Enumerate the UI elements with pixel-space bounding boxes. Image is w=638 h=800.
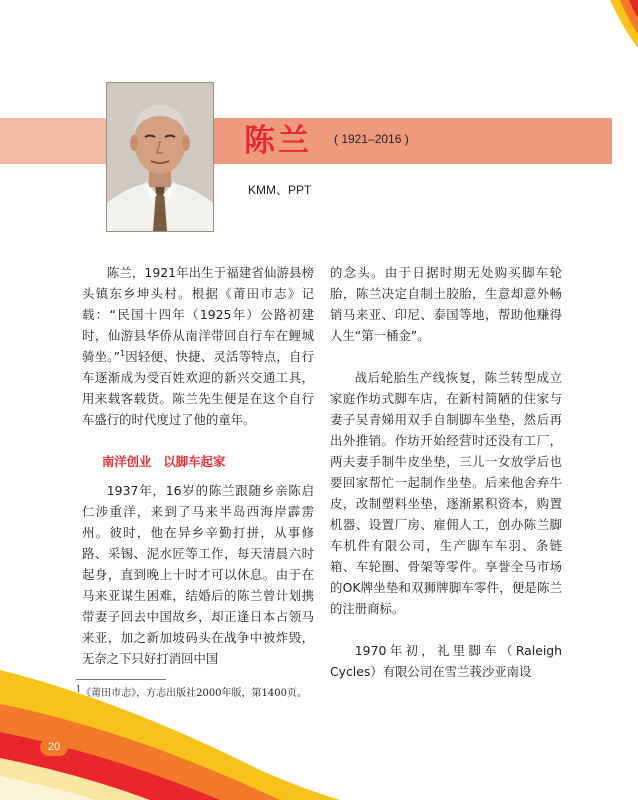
paragraph bbox=[82, 262, 314, 430]
paragraph: 1970年初，礼里脚车（Raleigh Cycles）有限公司在雪兰莪沙亚南设 bbox=[330, 643, 562, 679]
honours: KMM、PPT bbox=[248, 183, 312, 197]
footnote-text: 《莆田市志》，方志出版社2000年版，第1400页。 bbox=[81, 688, 307, 699]
bottom-swoosh-decoration bbox=[0, 660, 638, 800]
section-heading-part: 南洋创业 bbox=[101, 454, 152, 469]
section-heading-part: 以脚车起家 bbox=[163, 454, 226, 469]
life-years: ( 1921–2016 ) bbox=[334, 132, 409, 146]
paragraph-text: 陈兰，1921年出生于福建省仙游县榜头镇东乡坤头村。根据《莆田市志》记载：“民国十四年（1925年）公路初建时，仙游县华侨从南洋带回自行车在鲤城骑坐。” bbox=[82, 265, 314, 364]
footnote-ref: 1 bbox=[120, 348, 126, 358]
portrait-illustration bbox=[107, 83, 213, 231]
corner-decoration bbox=[600, 0, 638, 48]
paragraph-text: 因轻便、快捷、灵活等特点，自行车逐渐成为受百姓欢迎的新兴交通工具，用来载客载货。陈兰先生便是在这个自行车盛行的时代度过了他的童年。 bbox=[82, 349, 314, 427]
footnote-marker: 1 bbox=[76, 684, 82, 694]
page-number: 20 bbox=[40, 738, 68, 756]
section-heading bbox=[82, 451, 314, 472]
portrait-photo bbox=[106, 82, 214, 232]
person-name: 陈兰 bbox=[244, 123, 312, 159]
paragraph: 的念头。由于日据时期无处购买脚车轮胎，陈兰决定自制土胶胎，生意却意外畅销马来亚、印尼、泰国等地，帮助他赚得人生“第一桶金”。 bbox=[330, 265, 562, 343]
paragraph: 1937年，16岁的陈兰跟随乡亲陈启仁涉重洋，来到了马来半岛西海岸霹雳州。彼时，他在异乡辛勤打拼，从事修路、采锡、泥水匠等工作，每天清晨六时起身，直到晚上十时才可以休息。由于在马来亚谋生困难，结婚后的陈兰曾计划携带妻子回去中国故乡，却正逢日本占领马来亚，加之新加坡码头在战争中被炸毁，无奈之下只好打消回中国 bbox=[82, 483, 314, 666]
paragraph: 战后轮胎生产线恢复，陈兰转型成立家庭作坊式脚车店，在新村简陋的住家与妻子吴青娣用双手自制脚车坐垫，然后再出外推销。作坊开始经营时还没有工厂，两夫妻手制牛皮坐垫，三儿一女放学后也要回家帮忙一起制作坐垫。后来他舍弃牛皮，改制塑料坐垫，逐渐累积资本，购置机器、设置厂房、雇佣人工，创办陈兰脚车机件有限公司，生产脚车车羽、条链箱、车轮圈、骨架等零件。享誉全马市场的OK牌坐垫和双狮牌脚车零件，便是陈兰的注册商标。 bbox=[330, 370, 562, 616]
left-column bbox=[82, 262, 314, 669]
right-column bbox=[330, 262, 562, 682]
